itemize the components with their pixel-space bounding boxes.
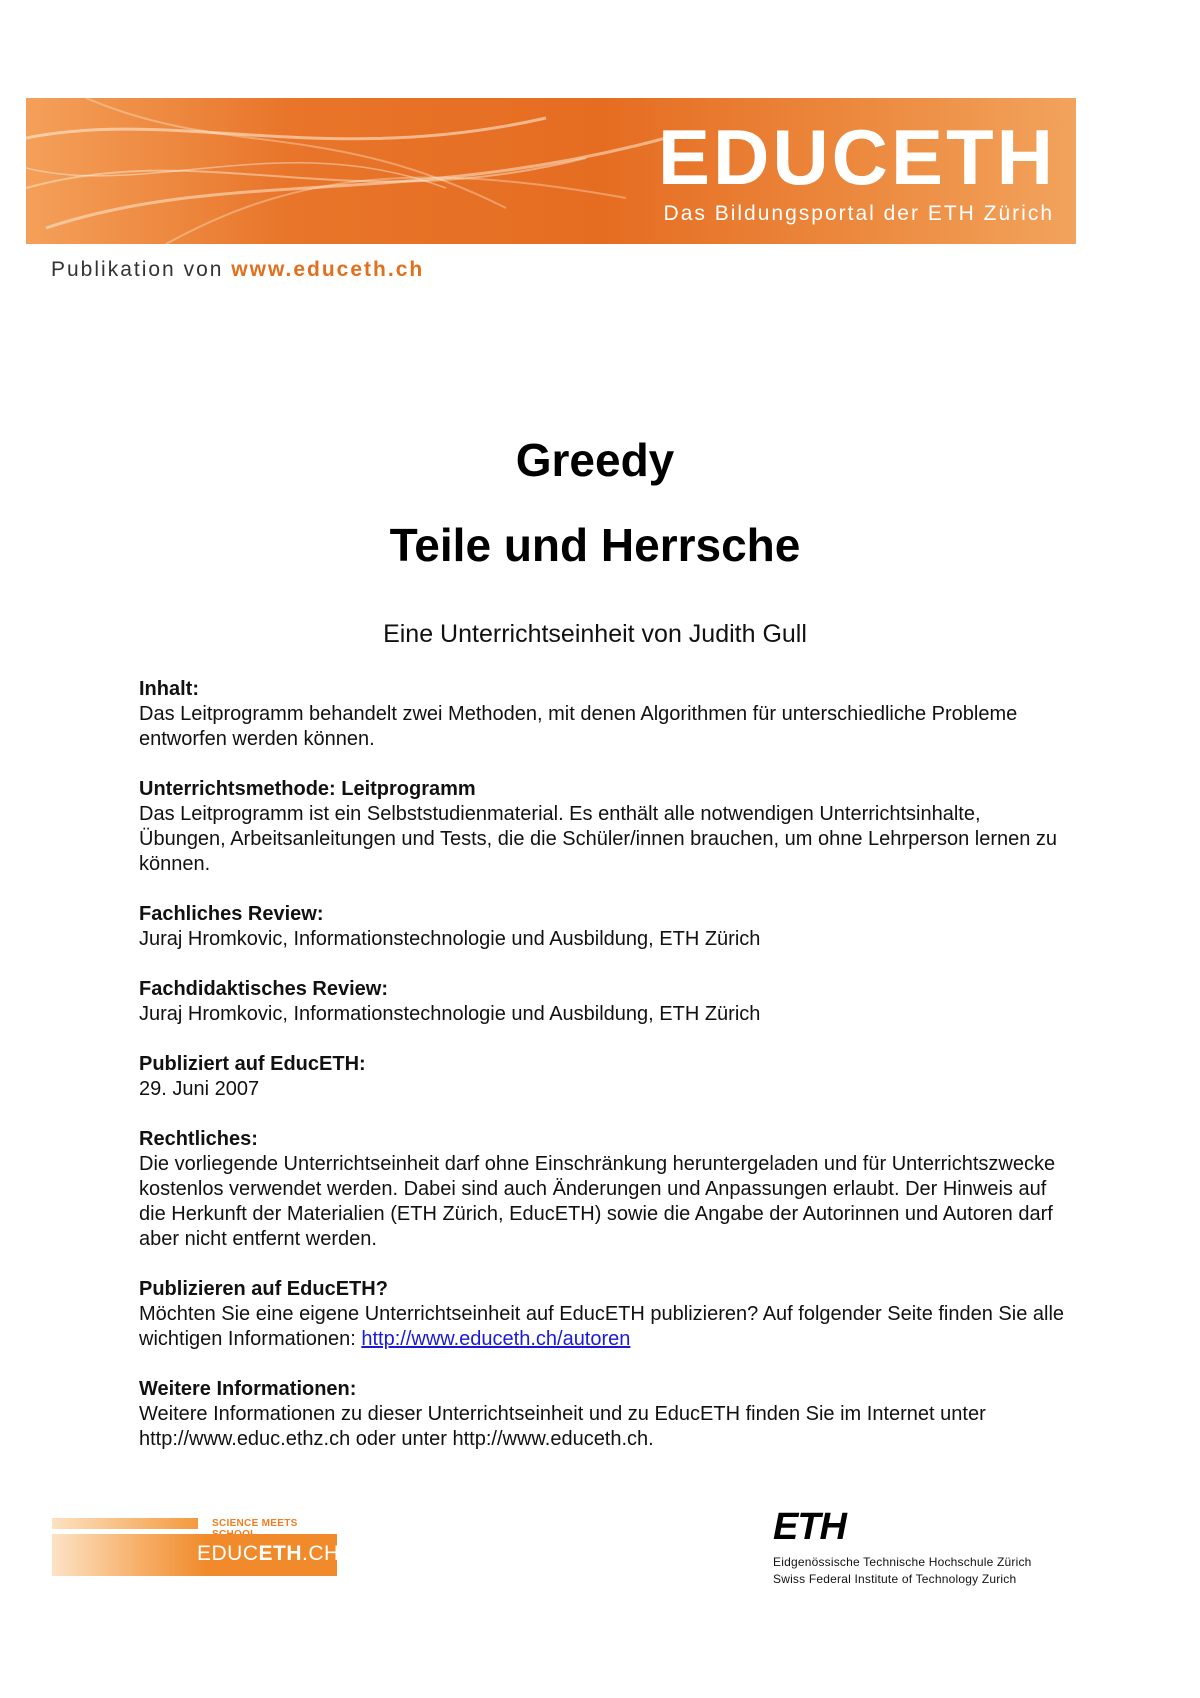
section-heading: Unterrichtsmethode: Leitprogramm: [139, 778, 476, 800]
section-weitere-informationen: [139, 1377, 1069, 1452]
page-subtitle: Eine Unterrichtseinheit von Judith Gull: [383, 620, 807, 648]
publication-prefix: Publikation von: [51, 258, 224, 281]
logo-wordmark-suffix: .CH: [302, 1542, 340, 1565]
brand-subtitle: Das Bildungsportal der ETH Zürich: [663, 202, 1054, 225]
section-heading: Fachliches Review:: [139, 903, 324, 925]
section-text: 29. Juni 2007: [139, 1078, 260, 1100]
section-heading: Publiziert auf EducETH:: [139, 1053, 366, 1075]
eth-footer-logo: [773, 1506, 1073, 1586]
logo-tagline: SCIENCE MEETS: [212, 1518, 298, 1529]
section-fachdidaktisches-review: [139, 977, 1069, 1027]
autoren-link[interactable]: http://www.educeth.ch/autoren: [361, 1328, 631, 1350]
logo-wordmark-bold: ETH: [258, 1542, 303, 1565]
publication-url: www.educeth.ch: [231, 258, 425, 281]
section-text: Juraj Hromkovic, Informationstechnologie und Ausbildung, ETH Zürich: [139, 928, 761, 950]
page-title: Greedy: [515, 434, 675, 486]
brand-title: EDUCETH: [657, 113, 1056, 201]
section-text: Das Leitprogramm ist ein Selbststudienmaterial. Es enthält alle notwendigen Unterrichtsinhalte, Übungen, Arbeitsanleitungen und Tests, die die Schüler/innen brauchen, um ohne Lehrperson lernen zu können.: [139, 803, 1058, 875]
logo-wordmark: [197, 1542, 340, 1566]
section-heading: Weitere Informationen:: [139, 1378, 357, 1400]
section-text: Das Leitprogramm behandelt zwei Methoden, mit denen Algorithmen für unterschiedliche Probleme entworfen werden können.: [139, 703, 1018, 750]
section-heading: Publizieren auf EducETH?: [139, 1278, 388, 1300]
section-text: Die vorliegende Unterrichtseinheit darf ohne Einschränkung heruntergeladen und für Unterrichtszwecke kostenlos verwendet werden. Dabei sind auch Änderungen und Anpassungen erlaubt. Der Hinweis auf die Herkunft der Materialien (ETH Zürich, EducETH) sowie die Angabe der Autorinnen und Autoren darf aber nicht entfernt werden.: [139, 1153, 1056, 1250]
section-text: Weitere Informationen zu dieser Unterrichtseinheit und zu EducETH finden Sie im Internet unter http://www.educ.ethz.ch oder unter http://www.educeth.ch.: [139, 1403, 986, 1450]
section-text: [139, 1302, 1069, 1352]
section-publizieren: [139, 1277, 1069, 1352]
document-body: [139, 677, 1069, 1477]
section-text-body: Möchten Sie eine eigene Unterrichtseinheit auf EducETH publizieren? Auf folgender Seite finden Sie alle wichtigen Informationen:: [139, 1303, 1065, 1350]
logo-wordmark-prefix: EDUC: [197, 1542, 259, 1565]
eth-name-german: Eidgenössische Technische Hochschule Zürich: [773, 1555, 1032, 1569]
educeth-footer-logo: [52, 1518, 340, 1578]
section-publiziert: [139, 1052, 1069, 1102]
page-title-secondary: Teile und Herrsche: [389, 519, 801, 571]
section-heading: Fachdidaktisches Review:: [139, 978, 388, 1000]
section-heading: Rechtliches:: [139, 1128, 258, 1150]
section-fachliches-review: [139, 902, 1069, 952]
section-rechtliches: [139, 1127, 1069, 1252]
eth-name-english: Swiss Federal Institute of Technology Zurich: [773, 1572, 1017, 1586]
section-heading: Inhalt:: [139, 678, 199, 700]
header-banner: [26, 98, 1076, 244]
logo-stripe: [52, 1518, 198, 1529]
eth-logo: ETH: [773, 1506, 846, 1548]
swirl-graphic: [26, 98, 726, 244]
section-inhalt: [139, 677, 1069, 752]
section-methode: [139, 777, 1069, 877]
section-text: Juraj Hromkovic, Informationstechnologie und Ausbildung, ETH Zürich: [139, 1003, 761, 1025]
publication-line: [51, 258, 424, 282]
